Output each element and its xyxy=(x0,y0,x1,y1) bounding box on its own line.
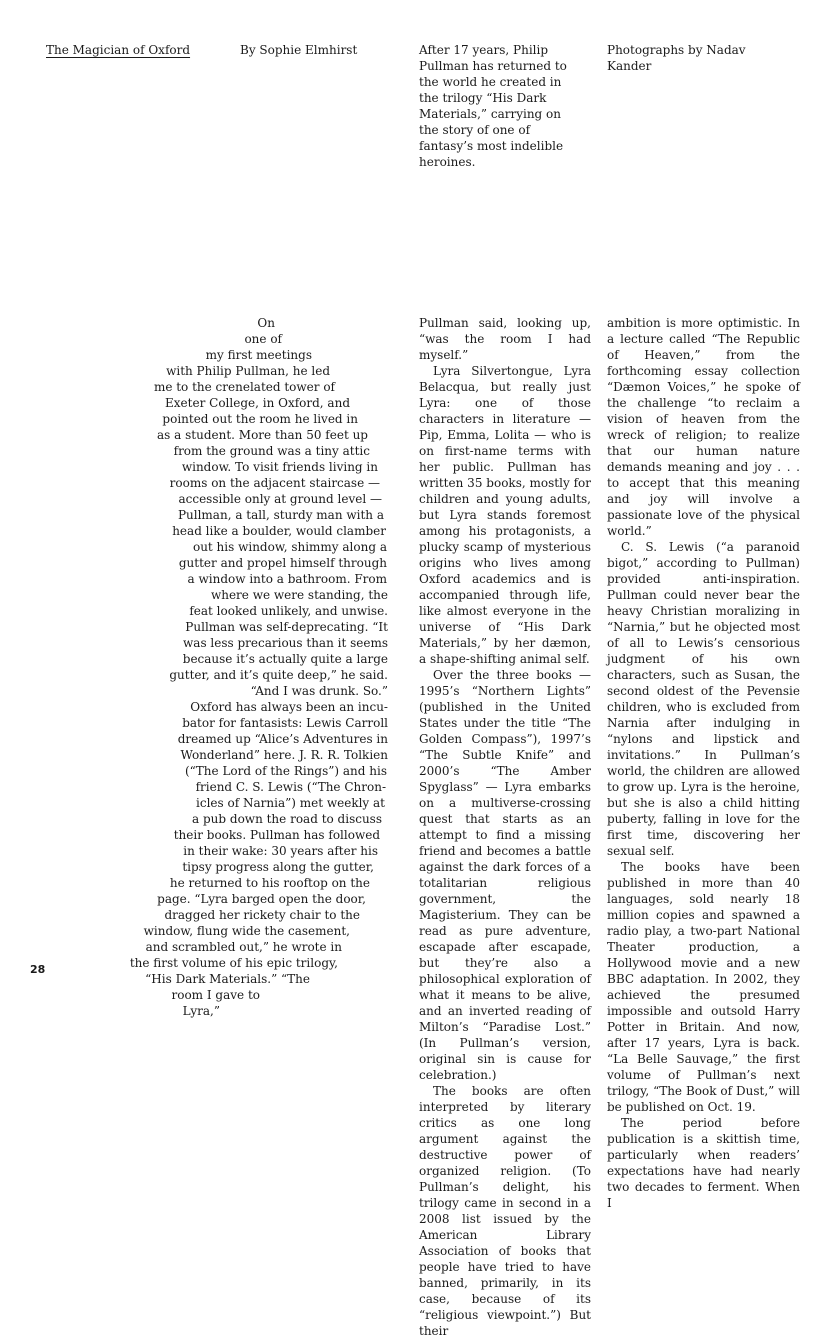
paragraph: Pullman said, looking up, “was the room I had myself.” xyxy=(419,316,591,362)
text-line: accessible only at ground level — xyxy=(178,492,382,506)
text-line: Oxford has always been an incu- xyxy=(190,700,388,714)
byline: By Sophie Elmhirst xyxy=(240,43,358,57)
text-line: Wonderland” here. J. R. R. Tolkien xyxy=(180,748,388,762)
text-line: friend C. S. Lewis (“The Chron- xyxy=(195,780,386,794)
dek: After 17 years, Philip Pullman has returned to the world he created in the trilogy “His Dark Materials,” carrying on the story of one of fantasy’s most indelible heroines. xyxy=(419,43,567,169)
text-line: window, flung wide the casement, xyxy=(143,924,350,938)
text-line: he returned to his rooftop on the xyxy=(169,876,370,890)
text-line: bator for fantasists: Lewis Carroll xyxy=(182,716,388,730)
text-line: “His Dark Materials.” “The xyxy=(145,972,310,986)
text-line: gutter and propel himself through xyxy=(178,556,387,570)
text-line: because it’s actually quite a large xyxy=(182,652,388,666)
text-line: (“The Lord of the Rings”) and his xyxy=(184,764,387,778)
text-line: the first volume of his epic trilogy, xyxy=(129,956,338,970)
paragraph: The books have been published in more than 40 languages, sold nearly 18 million copies and spawned a radio play, a two-part National Theater production, a Hollywood movie and a new BBC adaptation. In 2002, they achieved the presumed impossible and outsold Harry Potter in Britain. And now, after 17 years, Lyra is back. “La Belle Sauvage,” the first volume of Pullman’s next trilogy, “The Book of Dust,” will be published on Oct. 19. xyxy=(607,860,800,1114)
text-line: one of xyxy=(244,332,282,346)
text-line: me to the crenelated tower of xyxy=(153,380,335,394)
text-line: their books. Pullman has followed xyxy=(173,828,380,842)
text-line: from the ground was a tiny attic xyxy=(173,444,370,458)
text-line: and scrambled out,” he wrote in xyxy=(145,940,342,954)
text-line: a window into a bathroom. From xyxy=(187,572,387,586)
photo-credit: Photographs by Nadav Kander xyxy=(607,43,746,73)
paragraph: The period before publication is a skittish time, particularly when readers’ expectations have had nearly two decades to ferment. When I xyxy=(607,1116,800,1210)
text-line: a pub down the road to discuss xyxy=(192,812,382,826)
text-line: pointed out the room he lived in xyxy=(162,412,358,426)
text-line: rooms on the adjacent staircase — xyxy=(169,476,380,490)
text-line: Pullman, a tall, sturdy man with a xyxy=(177,508,384,522)
text-line: head like a boulder, would clamber xyxy=(172,524,386,538)
text-line: gutter, and it’s quite deep,” he said. xyxy=(169,668,388,682)
paragraph: The books are often interpreted by literary critics as one long argument against the destructive power of organized religion. (To Pullman’s delight, his trilogy came in second in a 2008 list issued by the American Library Association of books that people have tried to have banned, primarily, in its case, because of its “religious viewpoint.”) But their xyxy=(419,1084,591,1338)
text-line: Pullman was self-deprecating. “It xyxy=(185,620,388,634)
body-column-2 xyxy=(419,315,591,1339)
text-line: dreamed up “Alice’s Adventures in xyxy=(177,732,388,746)
paragraph: Lyra Silvertongue, Lyra Belacqua, but really just Lyra: one of those characters in literature — Pip, Emma, Lolita — who is on first-name terms with her public. Pullman has written 35 books, mostly for children and young adults, but Lyra stands foremost among his protagonists, a plucky scamp of mysterious origins who lives among Oxford academics and is accompanied through life, like almost everyone in the universe of “His Dark Materials,” by her dæmon, a shape-shifting animal self. xyxy=(419,364,591,666)
text-line: icles of Narnia”) met weekly at xyxy=(196,796,385,810)
text-line: in their wake: 30 years after his xyxy=(183,844,378,858)
text-line: out his window, shimmy along a xyxy=(192,540,387,554)
text-line: was less precarious than it seems xyxy=(183,636,388,650)
text-line: dragged her rickety chair to the xyxy=(164,908,360,922)
text-line: page. “Lyra barged open the door, xyxy=(157,892,366,906)
page-number: 28 xyxy=(30,963,46,976)
body-column-1 xyxy=(30,315,390,1019)
article-title: The Magician of Oxford xyxy=(46,43,191,57)
text-line: feat looked unlikely, and unwise. xyxy=(189,604,388,618)
text-line: with Philip Pullman, he led xyxy=(166,364,330,378)
text-line: where we were standing, the xyxy=(210,588,388,602)
paragraph: ambition is more optimistic. In a lecture called “The Republic of Heaven,” from the forthcoming essay collection “Dæmon Voices,” he spoke of the challenge “to reclaim a vision of heaven from the wreck of religion; to realize that our human nature demands meaning and joy . . . to accept that this meaning and joy will involve a passionate love of the physical world.” xyxy=(607,316,800,538)
paragraph: Over the three books — 1995’s “Northern Lights” (published in the United States under the title “The Golden Compass”), 1997’s “The Subtle Knife” and 2000’s “The Amber Spyglass” — Lyra embarks on a multiverse-crossing quest that starts as an attempt to find a missing friend and becomes a battle against the dark forces of a totalitarian religious government, the Magisterium. They can be read as pure adventure, escapade after escapade, but they’re also a philosophical exploration of what it means to be alive, and an inverted reading of Milton’s “Paradise Lost.” (In Pullman’s version, original sin is cause for celebration.) xyxy=(419,668,591,1082)
paragraph: C. S. Lewis (“a paranoid bigot,” according to Pullman) provided anti-inspiration. Pullman could never bear the heavy Christian moralizing in “Narnia,” but he objected most of all to Lewis’s censorious judgment of his own characters, such as Susan, the second oldest of the Pevensie children, who is excluded from Narnia after indulging in “nylons and lipstick and invitations.” In Pullman’s world, the children are allowed to grow up. Lyra is the heroine, but she is also a child hitting puberty, falling in love for the first time, discovering her sexual self. xyxy=(607,540,800,858)
text-line: Exeter College, in Oxford, and xyxy=(165,396,350,410)
text-line: as a student. More than 50 feet up xyxy=(157,428,368,442)
text-line: tipsy progress along the gutter, xyxy=(182,860,374,874)
text-line: On xyxy=(257,316,275,330)
text-line: my first meetings xyxy=(205,348,312,362)
body-column-3 xyxy=(607,315,800,1211)
text-line: window. To visit friends living in xyxy=(181,460,378,474)
text-line: “And I was drunk. So.” xyxy=(250,684,388,698)
text-line: room I gave to xyxy=(171,988,260,1002)
text-line: Lyra,” xyxy=(182,1004,220,1018)
